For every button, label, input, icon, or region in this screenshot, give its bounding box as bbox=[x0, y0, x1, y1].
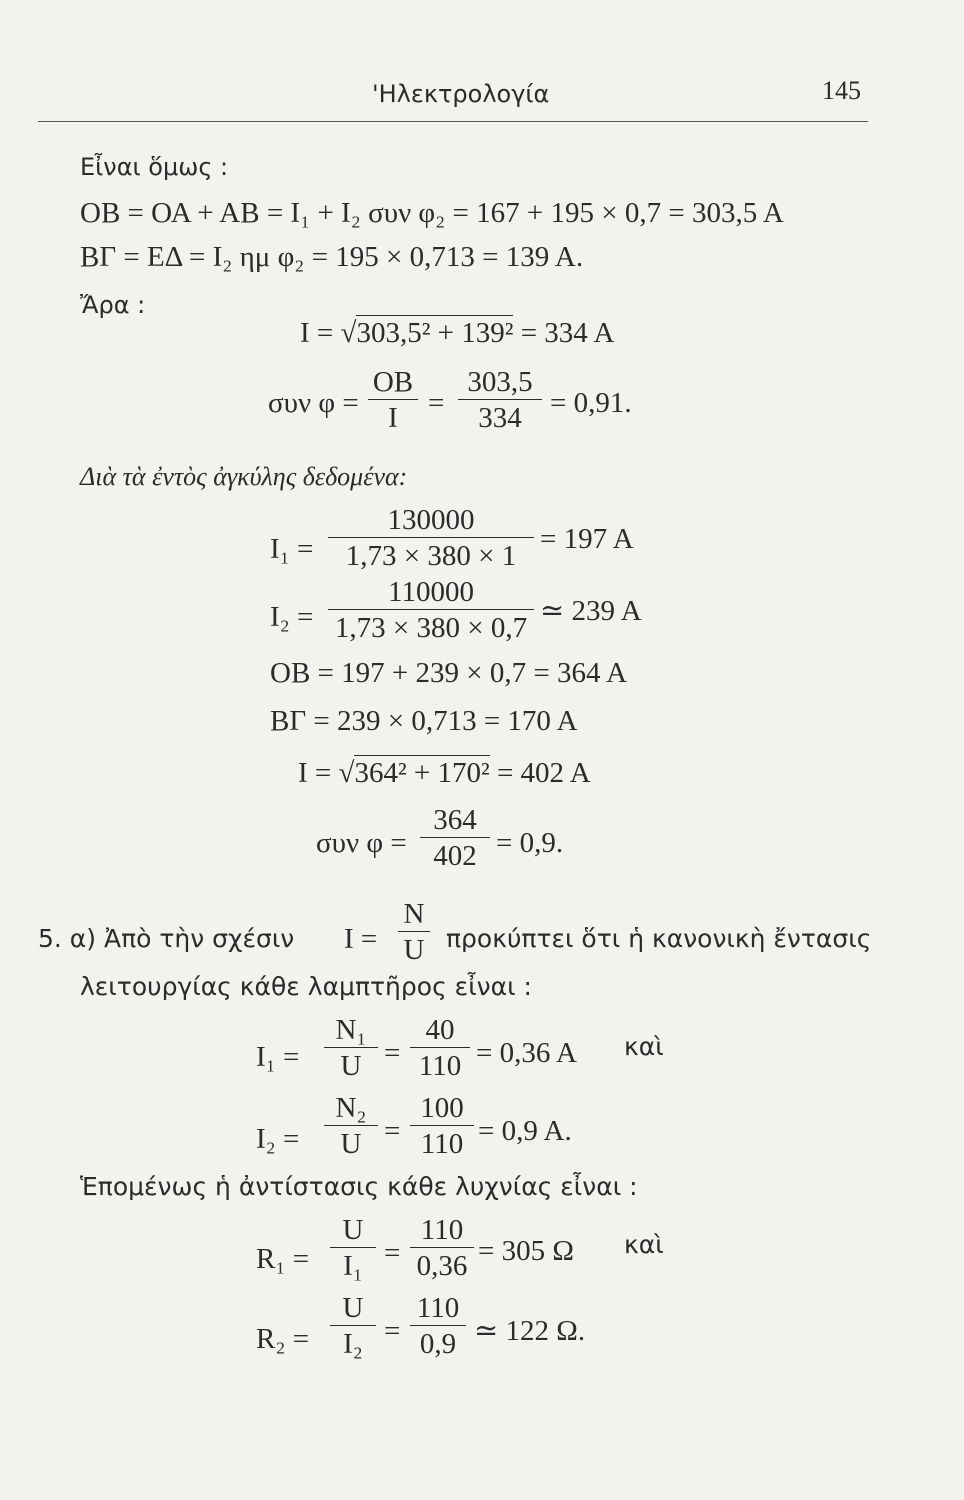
r1-f2-num: 110 bbox=[420, 1214, 464, 1246]
lamp-i1-f2-den: 110 bbox=[418, 1050, 462, 1082]
section-heading: Διὰ τὰ ἐντὸς ἀγκύλης δεδομένα: bbox=[80, 462, 408, 491]
r2-fraction-1 bbox=[330, 1292, 376, 1360]
header-rule bbox=[38, 121, 868, 122]
lamp-i2-fraction-1 bbox=[324, 1092, 378, 1160]
equation-ob: ΟΒ = ΟΑ + ΑΒ = Ι₁ + Ι₂ συν φ₂ = 167 + 195 × 0,7 = 303,5 Α bbox=[80, 197, 784, 229]
i2-lhs: Ι₂ = bbox=[270, 601, 314, 633]
cos-rhs: = 0,91. bbox=[550, 387, 632, 419]
r1-fraction-2 bbox=[410, 1214, 474, 1282]
r2-f2-num: 110 bbox=[416, 1292, 460, 1324]
r2-f1-den: Ι₂ bbox=[343, 1328, 363, 1360]
i-resultant-2-rhs: = 402 Α bbox=[496, 757, 591, 789]
r2-rhs: ≃ 122 Ω. bbox=[474, 1315, 586, 1347]
ara-text: Ἄρα : bbox=[80, 291, 146, 319]
cos-2-rhs: = 0,9. bbox=[496, 827, 564, 859]
i-resultant-2-radicand: 364² + 170² bbox=[354, 757, 490, 789]
cos-fraction-1 bbox=[368, 366, 418, 434]
lamp-i2-f1-den: U bbox=[340, 1128, 362, 1160]
i2-rhs: ≃ 239 Α bbox=[540, 595, 642, 627]
r1-equals: = bbox=[384, 1237, 401, 1269]
lamp-i1-equals: = bbox=[384, 1037, 401, 1069]
cos-fraction-1-num: ΟΒ bbox=[372, 366, 414, 398]
i2-num: 110000 bbox=[388, 576, 474, 608]
i1-lhs: Ι₁ = bbox=[270, 533, 314, 565]
relation-fraction bbox=[398, 898, 430, 966]
relation-text: προκύπτει ὅτι ἡ κανονικὴ ἔντασις bbox=[446, 924, 872, 953]
cos-fraction-2-den: 334 bbox=[478, 402, 522, 434]
cos-lhs: συν φ = bbox=[268, 387, 359, 419]
r2-fraction-2 bbox=[410, 1292, 466, 1360]
lamp-i2-fraction-2 bbox=[410, 1092, 474, 1160]
r2-f2-den: 0,9 bbox=[419, 1328, 457, 1360]
i1-num: 130000 bbox=[387, 504, 475, 536]
equation-i-radicand: 303,5² + 139² bbox=[356, 317, 514, 349]
kai-word-2: καὶ bbox=[624, 1230, 664, 1259]
cos-2-fraction bbox=[420, 804, 490, 872]
lamp-i1-fraction-2 bbox=[410, 1014, 470, 1082]
lamp-i2-lhs: Ι₂ = bbox=[256, 1123, 300, 1155]
equation-bg: ΒΓ = ΕΔ = Ι₂ ημ φ₂ = 195 × 0,713 = 139 Α. bbox=[80, 241, 584, 273]
i2-fraction bbox=[328, 576, 534, 644]
ob-equation-2: ΟΒ = 197 + 239 × 0,7 = 364 Α bbox=[270, 657, 628, 689]
i2-den: 1,73 × 380 × 0,7 bbox=[334, 612, 528, 644]
lamp-i2-rhs: = 0,9 Α. bbox=[478, 1115, 572, 1147]
i-resultant-2: Ι = √364² + 170² = 402 Α bbox=[298, 757, 591, 789]
r1-f2-den: 0,36 bbox=[416, 1250, 468, 1282]
lamp-i2-f1-num: Ν₂ bbox=[335, 1092, 367, 1124]
page-number: 145 bbox=[822, 76, 861, 105]
i-resultant-2-lhs: Ι = bbox=[298, 757, 332, 789]
lamp-i2-equals: = bbox=[384, 1115, 401, 1147]
lamp-i1-f1-den: U bbox=[340, 1050, 362, 1082]
r1-f1-num: U bbox=[342, 1214, 364, 1246]
equation-i-resultant: Ι = √303,5² + 139² = 334 Α bbox=[300, 317, 615, 349]
r2-equals: = bbox=[384, 1315, 401, 1347]
equation-i-lhs: Ι = bbox=[300, 317, 334, 349]
running-header-title: 'Ηλεκτρολογία bbox=[372, 80, 550, 108]
r1-fraction-1 bbox=[330, 1214, 376, 1282]
line-epomenos: Ἑπομένως ἡ ἀντίστασις κάθε λυχνίας εἶναι : bbox=[80, 1172, 638, 1201]
lamp-i2-f2-num: 100 bbox=[420, 1092, 464, 1124]
i1-den: 1,73 × 380 × 1 bbox=[345, 540, 517, 572]
r1-f1-den: Ι₁ bbox=[343, 1250, 363, 1282]
cos-fraction-1-den: Ι bbox=[388, 402, 398, 434]
cos-equals: = bbox=[428, 387, 445, 419]
item-5a-text: 5. α) Ἀπὸ τὴν σχέσιν bbox=[38, 924, 295, 953]
cos-fraction-2 bbox=[458, 366, 542, 434]
intro-text: Εἶναι ὅμως : bbox=[80, 153, 229, 181]
r1-rhs: = 305 Ω bbox=[478, 1235, 574, 1267]
i1-fraction bbox=[328, 504, 534, 572]
bg-equation-2: ΒΓ = 239 × 0,713 = 170 Α bbox=[270, 705, 578, 737]
lamp-i1-f2-num: 40 bbox=[425, 1014, 455, 1046]
lamp-i1-rhs: = 0,36 Α bbox=[476, 1037, 577, 1069]
relation-num: Ν bbox=[403, 898, 425, 930]
lamp-i1-fraction-1 bbox=[324, 1014, 378, 1082]
relation-lhs: Ι = bbox=[344, 923, 378, 955]
lamp-i1-lhs: Ι₁ = bbox=[256, 1041, 300, 1073]
r1-lhs: R₁ = bbox=[256, 1243, 310, 1275]
cos-2-num: 364 bbox=[433, 804, 477, 836]
lamp-i1-f1-num: Ν₁ bbox=[335, 1014, 367, 1046]
lamp-i2-f2-den: 110 bbox=[420, 1128, 464, 1160]
cos-2-den: 402 bbox=[433, 840, 477, 872]
r2-f1-num: U bbox=[342, 1292, 364, 1324]
equation-i-rhs: = 334 Α bbox=[520, 317, 615, 349]
cos-fraction-2-num: 303,5 bbox=[467, 366, 533, 398]
cos-2-lhs: συν φ = bbox=[316, 827, 407, 859]
r2-lhs: R₂ = bbox=[256, 1323, 310, 1355]
relation-den: U bbox=[403, 934, 425, 966]
i1-rhs: = 197 Α bbox=[540, 523, 634, 555]
line-leitourgias: λειτουργίας κάθε λαμπτῆρος εἶναι : bbox=[80, 972, 532, 1001]
kai-word: καὶ bbox=[624, 1032, 664, 1061]
